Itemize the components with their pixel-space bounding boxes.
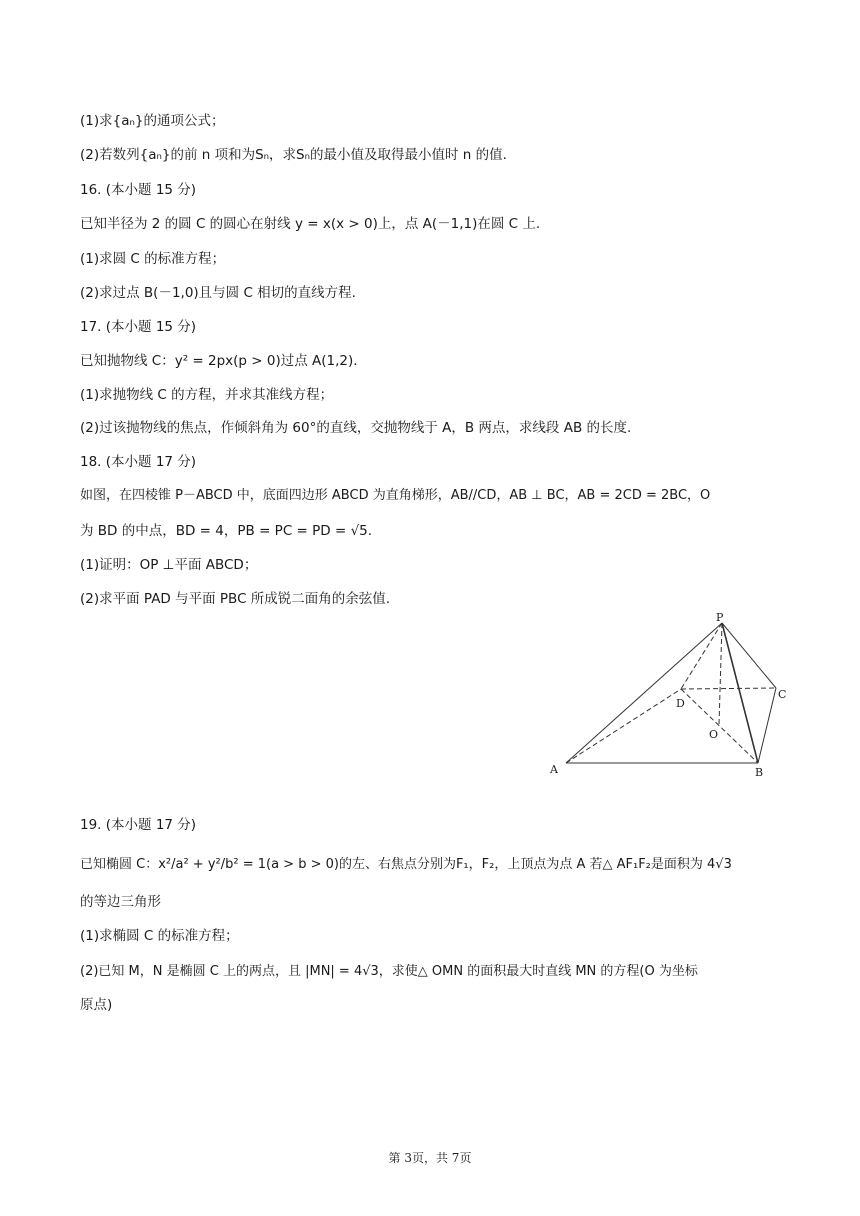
text-line: (1)求圆 C 的标准方程；: [80, 251, 226, 267]
edge-PA: [566, 623, 722, 763]
text-line: (2)已知 M，N 是椭圆 C 上的两点，且 |MN| = 4√3，求使△ OMN 的面积最大时直线 MN 的方程(O 为坐标: [80, 964, 698, 979]
text-line: 如图，在四棱锥 P－ABCD 中，底面四边形 ABCD 为直角梯形，AB//CD，AB ⊥ BC，AB = 2CD = 2BC，O: [80, 488, 711, 503]
text-line: (1)求抛物线 C 的方程，并求其准线方程；: [80, 387, 334, 403]
edge-PD: [681, 623, 722, 689]
problem-heading: 18. (本小题 17 分): [80, 454, 197, 470]
text-line: 的等边三角形: [80, 894, 161, 910]
text-line: 为 BD 的中点，BD = 4，PB = PC = PD = √5.: [80, 523, 373, 539]
text-line: (2)求过点 B(－1,0)且与圆 C 相切的直线方程.: [80, 285, 356, 301]
problem-heading: 16. (本小题 15 分): [80, 182, 197, 198]
text-line: (2)若数列{aₙ}的前 n 项和为Sₙ，求Sₙ的最小值及取得最小值时 n 的值.: [80, 147, 507, 163]
text-line: (1)求{aₙ}的通项公式；: [80, 113, 225, 129]
text-line: (2)过该抛物线的焦点，作倾斜角为 60°的直线，交抛物线于 A，B 两点，求线段 AB 的长度.: [80, 420, 632, 436]
label-B: B: [755, 766, 764, 779]
label-D: D: [676, 697, 685, 710]
edge-DC: [681, 688, 776, 689]
text-line: 原点): [80, 997, 113, 1013]
edge-BC: [758, 688, 776, 763]
pyramid-figure: [546, 612, 792, 784]
edge-DB: [681, 689, 758, 763]
label-O: O: [709, 728, 719, 741]
page-footer: 第 3页，共 7页: [388, 1151, 472, 1165]
label-P: P: [716, 612, 724, 624]
text-line: (1)求椭圆 C 的标准方程；: [80, 928, 239, 944]
problem-heading: 19. (本小题 17 分): [80, 817, 197, 833]
text-line: 已知抛物线 C：y² = 2px(p > 0)过点 A(1,2).: [80, 353, 358, 369]
text-line: (1)证明：OP ⊥平面 ABCD；: [80, 557, 258, 573]
text-line: 已知半径为 2 的圆 C 的圆心在射线 y = x(x > 0)上，点 A(－1,1)在圆 C 上.: [80, 216, 541, 232]
label-A: A: [550, 763, 558, 776]
edge-AD: [566, 689, 681, 763]
text-line: 已知椭圆 C：x²/a² + y²/b² = 1(a > b > 0)的左、右焦点分别为F₁，F₂，上顶点为点 A 若△ AF₁F₂是面积为 4√3: [80, 857, 732, 872]
text-line: (2)求平面 PAD 与平面 PBC 所成锐二面角的余弦值.: [80, 591, 391, 607]
edge-PO: [719, 623, 722, 725]
label-C: C: [778, 688, 787, 701]
problem-heading: 17. (本小题 15 分): [80, 319, 197, 335]
